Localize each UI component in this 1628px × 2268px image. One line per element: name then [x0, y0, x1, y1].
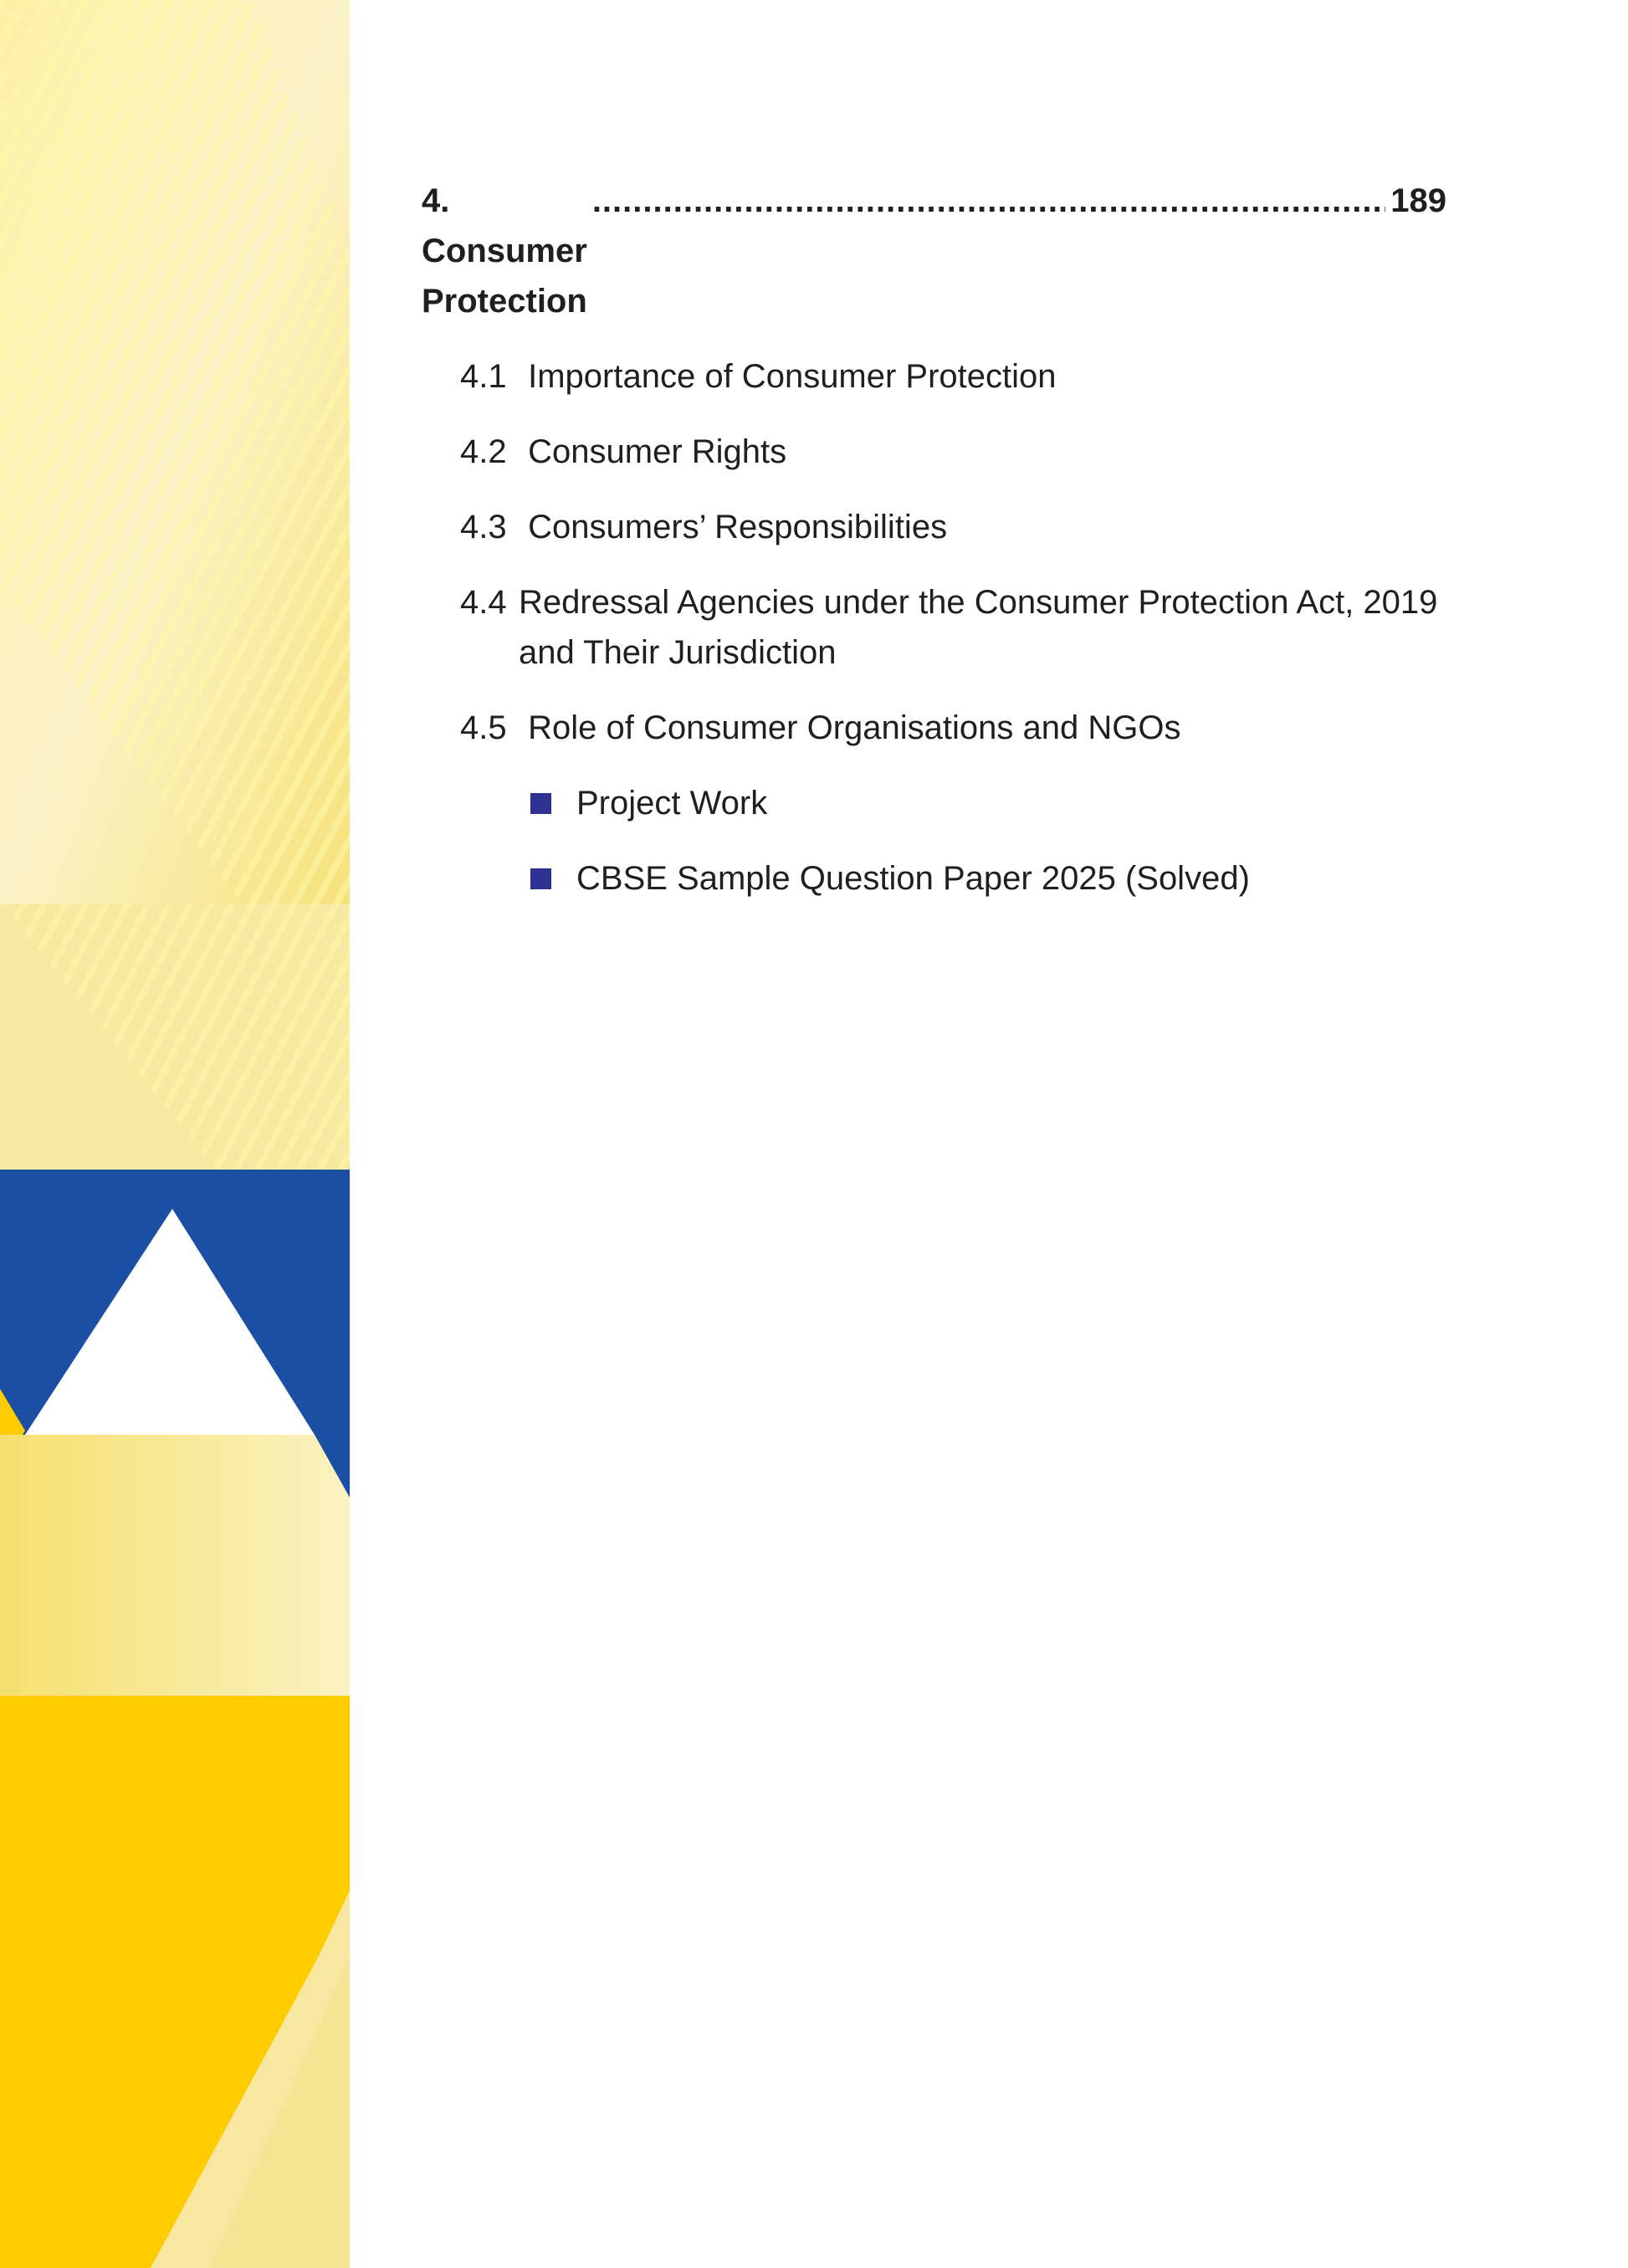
section-number: 4.4 [460, 584, 507, 621]
chapter-title: 4. Consumer Protection [422, 182, 587, 320]
section-title: Redressal Agencies under the Consumer Protection Act, 2019 and Their Jurisdiction [519, 584, 1438, 671]
section-title: Consumers’ Responsibilities [528, 509, 948, 545]
toc-section-4-5[interactable] [422, 703, 1446, 753]
toc-section-4-3[interactable] [422, 502, 1446, 552]
extra-title: Project Work [576, 785, 768, 822]
square-bullet-icon [530, 868, 551, 889]
section-title: Role of Consumer Organisations and NGOs [528, 709, 1181, 746]
toc-section-4-4[interactable] [422, 577, 1446, 678]
section-number: 4.2 [460, 433, 507, 470]
section-number: 4.5 [460, 709, 507, 746]
table-of-contents [422, 176, 1446, 929]
chapter-heading[interactable] [422, 176, 1446, 326]
square-bullet-icon [530, 793, 551, 814]
section-title: Consumer Rights [528, 433, 787, 470]
section-title: Importance of Consumer Protection [528, 358, 1057, 395]
chapter-page-number: 189 [1390, 182, 1446, 219]
extra-title: CBSE Sample Question Paper 2025 (Solved) [576, 860, 1250, 897]
section-number: 4.1 [460, 358, 507, 395]
dot-leader [592, 176, 1385, 226]
toc-section-4-1[interactable] [422, 351, 1446, 402]
side-band-graphic [0, 0, 350, 2268]
decorative-side-band [0, 0, 350, 2268]
section-number: 4.3 [460, 509, 507, 545]
toc-extra-project-work[interactable] [422, 778, 1446, 828]
toc-extra-sample-paper[interactable] [422, 853, 1446, 904]
toc-section-4-2[interactable] [422, 427, 1446, 477]
